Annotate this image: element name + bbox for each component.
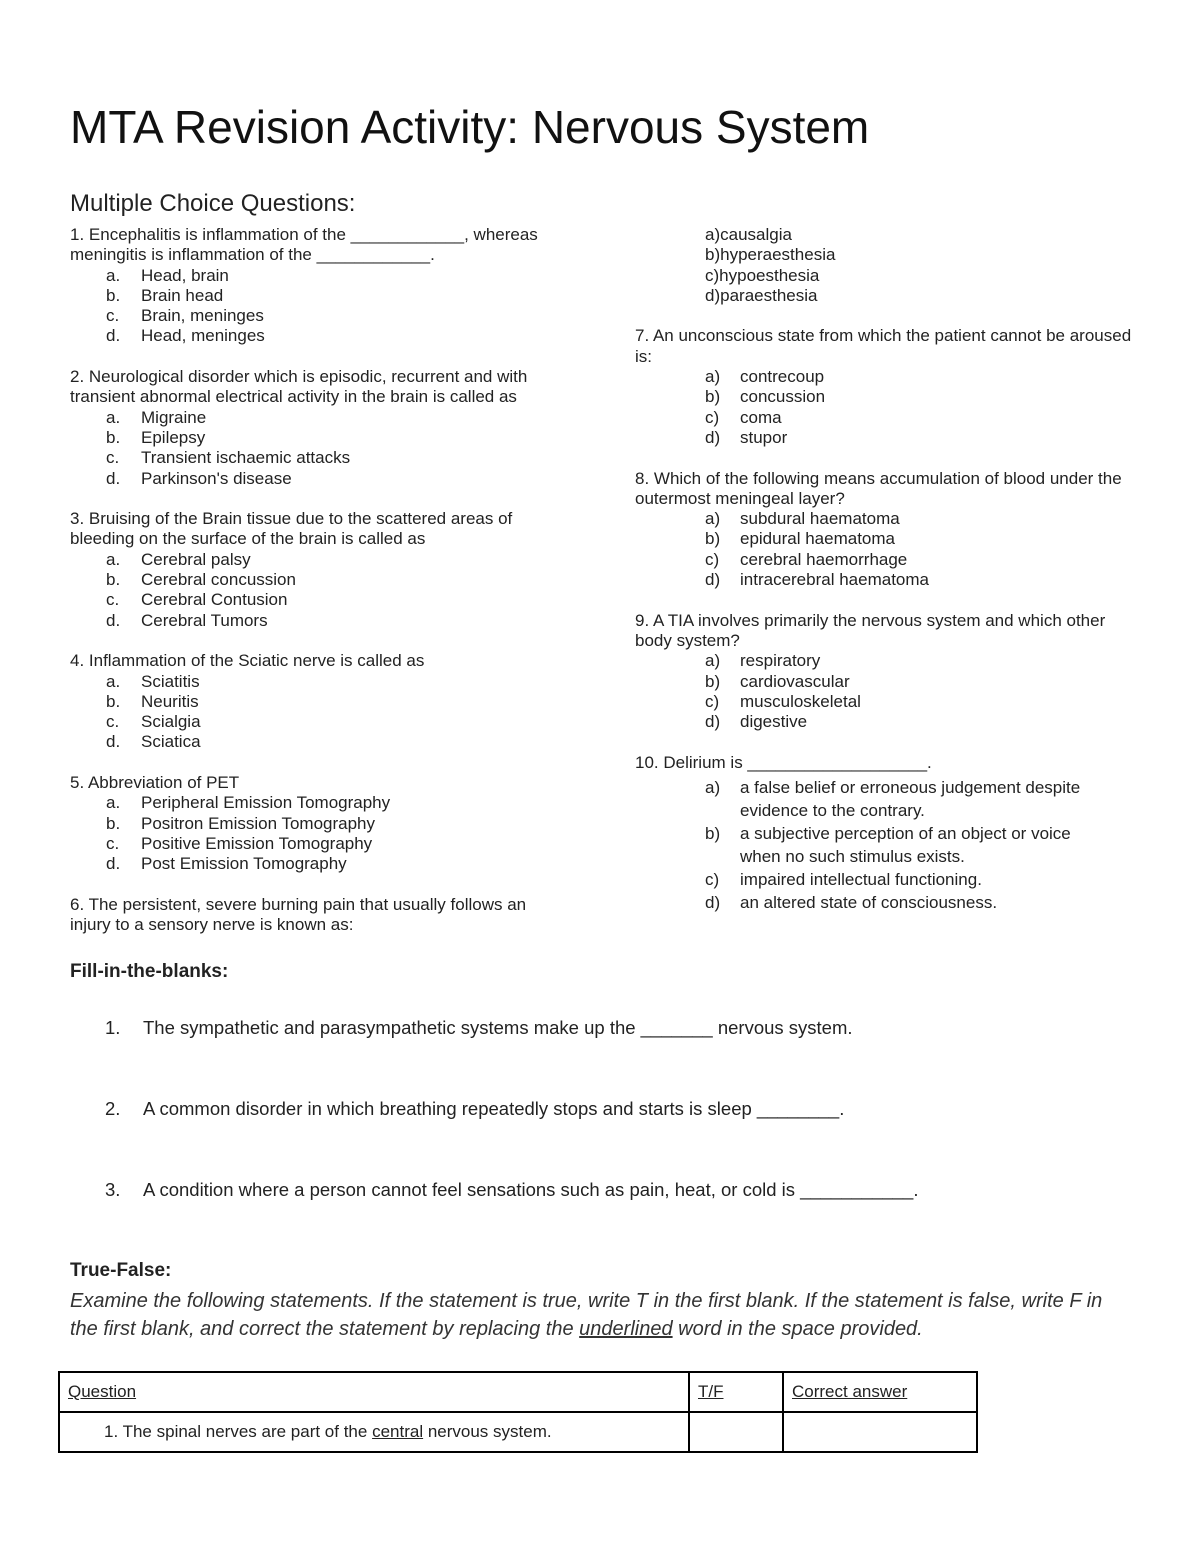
fib-item-3: 3. A condition where a person cannot feel sensations such as pain, heat, or cold is ___________.: [105, 1179, 919, 1200]
question-6: [70, 895, 570, 936]
tf-heading: True-False:: [70, 1260, 172, 1281]
option: d. Cerebral Tumors: [106, 610, 268, 630]
option: d) stupor: [705, 427, 788, 447]
option: d. Post Emission Tomography: [106, 854, 347, 874]
question-text: 7. An unconscious state from which the patient cannot be aroused is:: [635, 326, 1132, 366]
option: d) an altered state of consciousness.: [705, 893, 998, 913]
header-correct-answer: Correct answer: [783, 1372, 977, 1412]
true-false-table: [58, 1371, 978, 1453]
page-title: MTA Revision Activity: Nervous System: [70, 101, 870, 153]
option: a) respiratory: [705, 651, 821, 671]
fib-heading: Fill-in-the-blanks:: [70, 961, 229, 982]
option: b. Brain head: [106, 285, 224, 305]
header-question: Question: [59, 1372, 689, 1412]
correct-answer-cell[interactable]: [783, 1412, 977, 1452]
question-text: 4. Inflammation of the Sciatic nerve is called as: [70, 651, 425, 671]
option: a. Cerebral palsy: [106, 549, 251, 569]
option: a. Peripheral Emission Tomography: [106, 793, 391, 813]
tf-answer-cell[interactable]: [689, 1412, 783, 1452]
question-2: [70, 367, 570, 489]
fib-item-1: 1. The sympathetic and parasympathetic systems make up the _______ nervous system.: [105, 1017, 853, 1038]
header-tf: T/F: [689, 1372, 783, 1412]
option: c. Cerebral Contusion: [106, 590, 288, 610]
question-text: 9. A TIA involves primarily the nervous system and which other body system?: [635, 610, 1106, 650]
option: c) coma: [705, 407, 782, 427]
table-header-row: [59, 1372, 977, 1412]
option: b) epidural haematoma: [705, 529, 895, 549]
option: b) a subjective perception of an object or voice when no such stimulus exists.: [705, 824, 1071, 867]
option: c) cerebral haemorrhage: [705, 549, 908, 569]
option: d. Parkinson's disease: [106, 468, 292, 488]
option: c) impaired intellectual functioning.: [705, 870, 982, 890]
option: a. Sciatitis: [106, 671, 200, 691]
question-9: [635, 611, 1145, 733]
option: a) causalgia: [705, 225, 792, 244]
option: a) subdural haematoma: [705, 509, 900, 529]
option: b. Cerebral concussion: [106, 570, 296, 590]
question-5: [70, 773, 570, 874]
option: c) hypoesthesia: [705, 265, 820, 285]
option: a. Head, brain: [106, 265, 229, 285]
option: b) concussion: [705, 387, 826, 407]
option: b) hyperaesthesia: [705, 245, 836, 265]
mcq-right-column: [635, 225, 1145, 934]
mcq-left-column: [70, 225, 570, 956]
option: b. Epilepsy: [106, 427, 206, 447]
option: b) cardiovascular: [705, 671, 850, 691]
option: c. Brain, meninges: [106, 306, 264, 326]
question-10: [635, 753, 1145, 914]
row-question: 1. The spinal nerves are part of the central nervous system.: [59, 1412, 689, 1452]
question-text: 8. Which of the following means accumulation of blood under the outermost meningeal layer?: [635, 468, 1122, 508]
option: a) a false belief or erroneous judgement despite evidence to the contrary.: [705, 778, 1081, 821]
question-text: 10. Delirium is ___________________.: [635, 752, 932, 772]
tf-instructions: Examine the following statements. If the statement is true, write T in the first blank. If the statement is false, write F in the first blank, and correct the statement by replacing the underlined word in the space provided.: [70, 1290, 1103, 1340]
question-text: 6. The persistent, severe burning pain that usually follows an injury to a sensory nerve is known as:: [70, 894, 527, 935]
question-8: [635, 469, 1145, 591]
option: c. Transient ischaemic attacks: [106, 448, 351, 468]
question-7: [635, 326, 1145, 448]
option: d. Head, meninges: [106, 326, 265, 346]
option: d) intracerebral haematoma: [705, 570, 929, 590]
question-6-options: [635, 225, 1145, 306]
question-3: [70, 509, 570, 631]
question-text: 3. Bruising of the Brain tissue due to the scattered areas of bleeding on the surface of the brain is called as: [70, 509, 513, 549]
option: c) musculoskeletal: [705, 691, 861, 711]
question-text: 2. Neurological disorder which is episodic, recurrent and with transient abnormal electrical activity in the brain is called as: [70, 367, 528, 407]
question-text: 5. Abbreviation of PET: [70, 773, 240, 793]
fib-item-2: 2. A common disorder in which breathing repeatedly stops and starts is sleep ________.: [105, 1098, 845, 1119]
option: d) digestive: [705, 712, 808, 732]
option: d. Sciatica: [106, 732, 201, 752]
option: b. Neuritis: [106, 691, 199, 711]
question-text: 1. Encephalitis is inflammation of the ____________, whereas meningitis is inflammation of the ____________.: [70, 225, 538, 265]
option: b. Positron Emission Tomography: [106, 813, 376, 833]
mcq-heading: Multiple Choice Questions:: [70, 190, 356, 217]
question-4: [70, 651, 570, 752]
option: d) paraesthesia: [705, 285, 818, 305]
question-1: [70, 225, 570, 347]
option: c. Scialgia: [106, 712, 201, 732]
option: a) contrecoup: [705, 367, 825, 387]
table-row: [59, 1412, 977, 1452]
option: a. Migraine: [106, 407, 207, 427]
option: c. Positive Emission Tomography: [106, 833, 373, 853]
